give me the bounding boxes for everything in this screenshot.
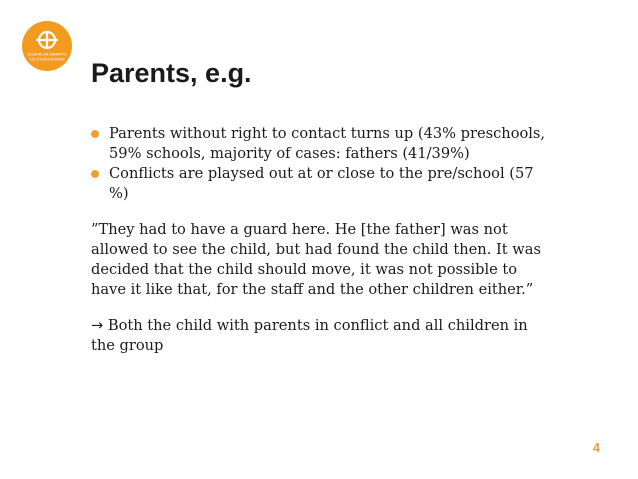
conclusion-paragraph (91, 316, 551, 356)
slide-body (91, 124, 551, 356)
logo-text-line-2: TOLOTHIS ECONOM (29, 57, 65, 62)
bullet-item (91, 164, 551, 204)
page-number: 4 (592, 440, 600, 455)
slide-title: Parents, e.g. (91, 58, 252, 88)
bullet-dot-icon (91, 130, 99, 138)
logo-text-line-1: KELEHALAN SAMANTU (27, 52, 67, 57)
bullet-list (91, 124, 551, 204)
bullet-text: Parents without right to contact turns up (43% preschools, 59% schools, majority of cases: fathers (41/39%) (109, 125, 546, 162)
quote-paragraph: ”They had to have a guard here. He [the father] was not allowed to see the child, but had found the child then. It was decided that the child should move, it was not possible to have it like that, for the staff and the other children either.” (91, 221, 541, 298)
bullet-dot-icon (91, 170, 99, 178)
arrow-right-icon: → (91, 317, 104, 334)
conclusion-text: Both the child with parents in conflict and all children in the group (91, 317, 528, 354)
university-logo-icon (22, 21, 72, 71)
bullet-text: Conflicts are playsed out at or close to the pre/school (57 %) (109, 165, 534, 202)
bullet-item (91, 124, 551, 164)
